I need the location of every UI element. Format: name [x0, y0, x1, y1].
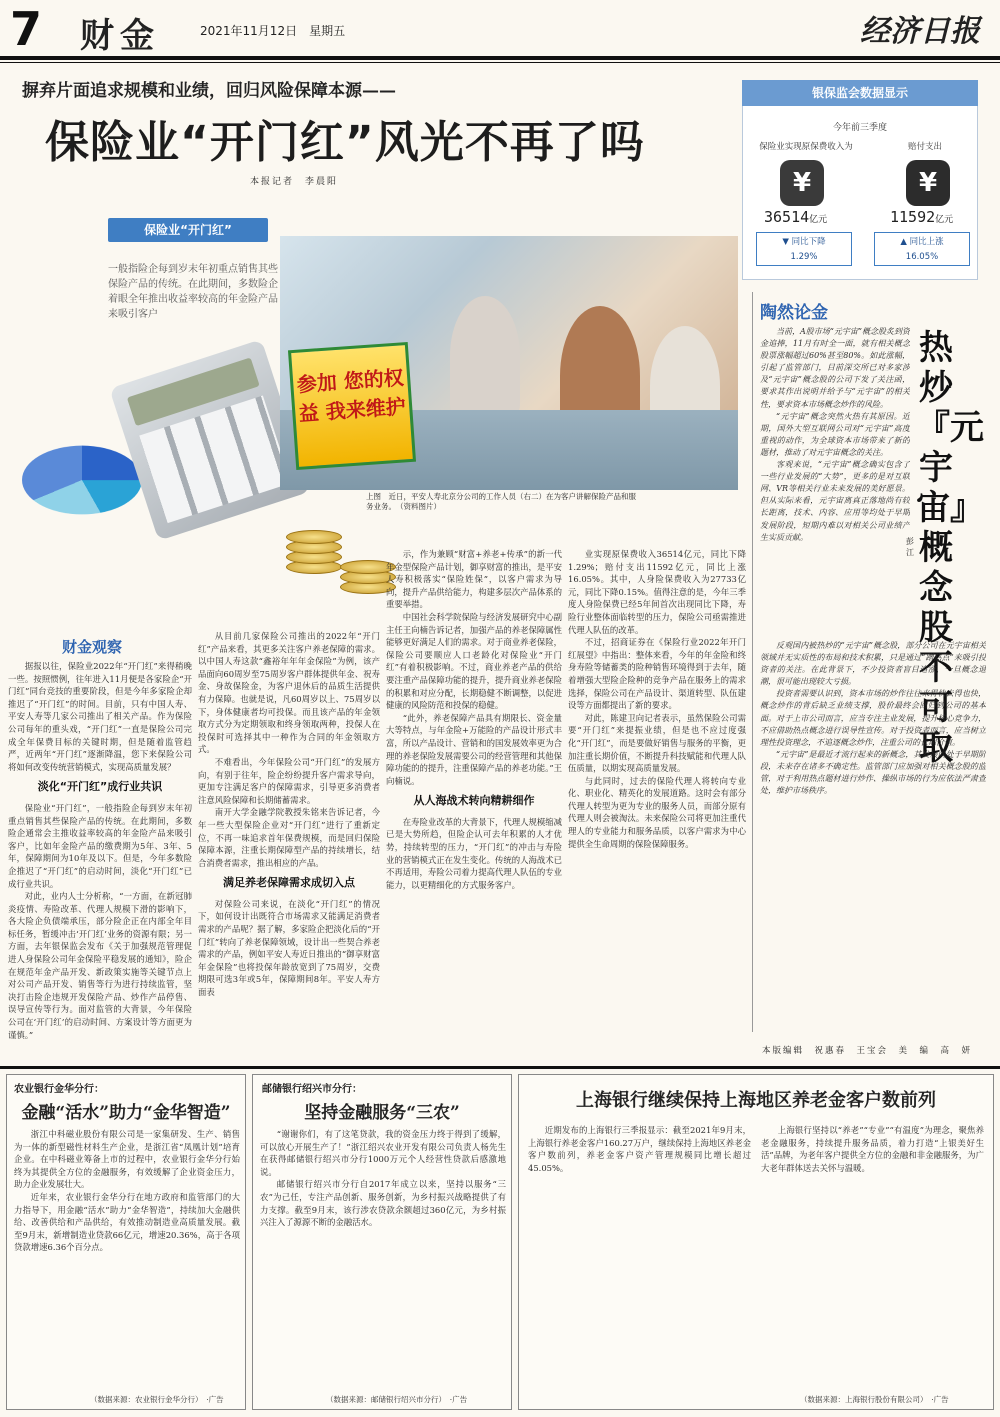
- editor-credits: 本版编辑 祝惠春 王宝会 美 编 高 妍: [762, 1046, 973, 1056]
- article-column-4: 业实现原保费收入36514亿元，同比下降1.29%；赔付支出11592亿元，同比上涨16.05%。其中，人身险保费收入为27733亿元，同比下降0.15%。值得注意的是，今年三季度人身险保费已经5年间首次出现同比下降，寿险行业整体面临转型的压力，保险公司亟需推进代理人队伍的改革。 不过，招商证券在《保险行业2022年开门红展望》中指出：整体来看，今年的年金险和终身寿险等储蓄类的险种销售环境得到于去年，随着增强大型险企险种的竞争产品在服务上的需求选择，保险公司在产品设计、渠道转型、队伍建设等方面都提出了新的要求。 对此，陈建卫向记者表示，虽然保险公司需要“开门红”来提振业绩，但是也不应过度强化“开门红”，而是要做好销售与服务的平衡，更加注重长期价值，不断提升科技赋能和代理人队伍质量，以期实现高质量发展。 与此同时，过去的保险代理人将转向专业化、职业化、精英化的发展道路。这时会有部分代理人转型为更为专业的服务人员，而部分原有代理人则会被淘汰。未来保险公司将更加注重代理人的专业能力和服务品质，以客户需求为中心提供全生命周期的保险保障服务。: [568, 549, 746, 849]
- topic-definition: 一般指险企每到岁末年初重点销售其些保险产品的传统。在此期间，多数险企着眼全年推出收益率较高的年金险产品来吸引客户: [108, 264, 278, 320]
- ad-body: 近期发布的上海银行三季报显示：截至2021年9月末，上海银行养老金客户160.27万户，继续保持上海地区养老金客户数前列，养老金客户资产管理规模同比增长超过45.05%。 上海银行坚持以“养老”“专业”“有温度”为理念，聚焦养老金融服务，持续提升服务品质，着力打造“上银美好生活”品牌，为老年客户提供全方位的金融和非金融服务，为广大老年群体送去关怀与温暖。: [528, 1125, 984, 1173]
- stats-title: 银保监会数据显示: [742, 80, 978, 106]
- article-column-1: 据报以往，保险业2022年“开门红”来得稍晚一些。按照惯例，往年进入11月便是各家险企“开门红”同台竞技的重要阶段，但是今年多家险企却推迟了“开门红”的时间。目前，只有中国人寿、平安人寿等几家公司推出了相关产品。作为保险公司每年的重头戏，“开门红”一直是保险公司完成全年保费目标的关键时期，但是随着监管趋严，近两年“开门红”逐渐降温，您下来保险公司将如何改变传统营销模式，实现高质量发展？ 淡化“开门红”成行业共识 保险业“开门红”，一般指险企每到岁末年初重点销售其些保险产品的传统。在此期间，多数险企通常会主推收益率较高的年金险产品来吸引客户，比如年金险产品的缴费期为5年、3年、5年，保障期间为10年及以下。但是，今年多数险企推迟了“开门红”的启动时间，淡化“开门红”已成行业共识。 对此，业内人士分析称，“一方面，在新冠肺炎疫情、寿险改革、代理人规模下滑的影响下，各大险企负债端承压，部分险企正在内部全年目标任务，暂缓冲击‘开门红’业务的资源有限；另一方面，去年银保监会发布《关于加强规范管理促进人身保险公司年金保险平稳发展的通知》，险企在规范年金产品开发、新政策实施等关键节点上对公司产品开发、销售等行为进行持续监管，坚决打击险企违规开发保险产品、炒作产品停售、误导宣传等行为。面对监管的大背景，今年保险公司在‘开门红’的启动时间、方案设计等方面更为谨慎。”: [8, 661, 192, 1040]
- ad-title[interactable]: 坚持金融服务“三农”: [304, 1103, 460, 1123]
- masthead-rule-thin: [0, 62, 1000, 63]
- ad-title[interactable]: 上海银行继续保持上海地区养老金客户数前列: [576, 1090, 936, 1111]
- ad-credit: （数据来源：上海银行股份有限公司） ·广告: [800, 1395, 949, 1404]
- topic-tag: 保险业“开门红”: [108, 218, 268, 242]
- stats-period: 今年前三季度: [832, 123, 887, 133]
- news-photo[interactable]: [280, 236, 738, 490]
- promo-sign: 参加 您的权益 我来维护: [288, 342, 416, 470]
- issue-date: 2021年11月12日 星期五: [200, 24, 346, 38]
- premium-label: 保险业实现原保费收入为: [759, 142, 853, 152]
- masthead-rule: [0, 56, 1000, 60]
- column-label: 财金观察: [62, 638, 123, 656]
- ticket-icon: ¥: [906, 160, 950, 206]
- article-column-2: 从目前几家保险公司推出的2022年“开门红”产品来看，其更多关注客户养老保障的需求。以中国人寿这款“鑫裕年年年金保险”为例，该产品面向60周岁至75周岁客户群体提供年金、祝寿金、身故保险金，为客户退休后的品质生活提供有力保障。也就是说，凡60周岁以上、75周岁以下，身体健康者均可投保。而且该产品的年金领取方式分为定期领取和终身领取两种，投保人在投保时可选择其中一种作为合同的年金领取方式。 不难看出，今年保险公司“开门红”的发展方向，有别于往年，险企纷纷提升客户需求导向，更加专注满足客户的保障需求，引导更多消费者注意风险保障和长期储蓄需求。 南开大学金融学院教授朱铭来告诉记者，今年一些大型保险企业对“开门红”进行了重新定位，不再一味追求首年保费规模，而是回归保险保障本源，注重长期保障型产品的持续增长，结合消费者需求，推出相应的产品。 满足养老保障需求成切入点 对保险公司来说，在淡化“开门红”的情况下，如何设计出既符合市场需求又能满足消费者需求的产品呢？据了解，多家险企把淡化后的“开门红”转向了养老保障领域，设计出一些契合养老需求的产品，例如平安人寿近日推出的“御享财富年金保险”也将投保年龄放宽到了75周岁，交费期限可选3年或5年，保障期间8年。平安人寿方面表: [198, 631, 380, 998]
- section-name: 财金: [80, 16, 160, 56]
- ad-title[interactable]: 金融“活水”助力“金华智造”: [21, 1103, 231, 1123]
- ad-credit: （数据来源：农业银行金华分行） ·广告: [90, 1395, 224, 1404]
- article-byline: 本报记者 李晨阳: [250, 177, 339, 187]
- up-arrow-icon: ▲ 同比上涨: [900, 237, 944, 247]
- ad-body: 浙江中科磁业股份有限公司是一家集研发、生产、销售为一体的新型磁性材料生产企业，是浙江省“凤凰计划”培育企业。在中科磁业筹备上市的过程中，农业银行金华分行始终为其提供全方位的金融服务，有效缓解了企业资金压力，助力企业发展壮大。 近年来，农业银行金华分行在地方政府和监管部门的大力指导下，用金融“活水”助力“金华智造”，持续加大金融供给、改善供给和产品供给，有效推动制造业高质量发展。截至9月末，新增制造业贷款66亿元，增速20.36%，高于各项贷款增速6.36个百分点。: [14, 1129, 240, 1253]
- yuan-bag-icon: ¥: [780, 160, 824, 206]
- pie-chart-illustration: [22, 446, 142, 515]
- article-kicker: 摒弃片面追求规模和业绩，回归风险保障本源——: [22, 81, 396, 101]
- newspaper-logo: 经济日报: [860, 14, 980, 49]
- payout-value: 11592亿元: [890, 208, 954, 226]
- ad-bank-name: 邮储银行绍兴市分行：: [262, 1084, 362, 1095]
- section-rule: [0, 1066, 1000, 1069]
- column-divider: [752, 292, 753, 1032]
- down-arrow-icon: ▼ 同比下降: [782, 237, 826, 247]
- ad-credit: （数据来源：邮储银行绍兴市分行） ·广告: [326, 1395, 468, 1404]
- payout-label: 赔付支出: [907, 142, 942, 152]
- premium-change: ▼ 同比下降 1.29%: [756, 232, 852, 266]
- commentary-body-continued: 反观国内被热炒的“元宇宙”概念股，部分公司在元宇宙相关领域并无实质性的布局和技术积累，只是通过“蹭热点”来吸引投资者的关注。在此背景下，不少投资者盲目追涨，一旦概念退潮，很可能出现较大亏损。 投资者需要认识到，资本市场的炒作往往来得快去得也快，概念炒作的背后缺乏业绩支撑，股价最终会回归到公司的基本面。对于上市公司而言，应当专注主业发展，提升核心竞争力，不应借助热点概念进行误导性宣传。对于投资者而言，应当树立理性投资理念，不追逐概念炒作，注重公司的长期价值。 “元宇宙”是最近才流行起来的新概念，其发展尚处于早期阶段，未来存在诸多不确定性。监管部门应加强对相关概念股的监管，对于利用热点题材进行炒作、操纵市场的行为应依法严肃查处，维护市场秩序。: [760, 641, 986, 796]
- commentary-body: 当前，A股市场“元宇宙”概念股炙到资金追捧，11月有时全一面，就有相关概念股票涨幅超过60%甚至80%。如此涨幅，引起了监管部门，目前深交所已对多家涉及“元宇宙”概念股的公司下发了关注函，要求其作出说明并给予与“元宇宙”的相关性，要求资本市场概念炒作的风险。 “元宇宙”概念突然火热有其原因。近期，国外大型互联网公司对“元宇宙”高度重视的动作，为全球资本市场带来了新的题材，推动了对元宇宙概念的关注。 客观来说，“元宇宙”概念确实包含了一些行业发展的“大势”，更多的是对互联网、VR等相关行业未来发展的美好愿景。但从实际来看，元宇宙离真正落地尚有较长距离，技术、内容、应用等均处于早期发展阶段，短期内难以对相关公司业绩产生实质贡献。: [760, 327, 910, 542]
- ad-body: “谢谢你们，有了这笔贷款，我的资金压力终于得到了缓解，可以放心开展生产了！”浙江绍兴农业开发有限公司负责人杨先生在获得邮储银行绍兴市分行1000万元个人经营性贷款后感激地说。 邮储银行绍兴市分行自2017年成立以来，坚持以服务“三农”为己任，专注产品创新、服务创新，为乡村振兴战略提供了有力支撑。截至9月末，该行涉农贷款余额超过360亿元，为乡村振兴注入了源源不断的金融活水。: [260, 1129, 506, 1228]
- coin-icon: [286, 530, 342, 544]
- commentary-title[interactable]: 热炒『元宇宙』概念股不可取: [916, 328, 984, 768]
- ad-bank-name: 农业银行金华分行：: [14, 1084, 104, 1095]
- commentary-author: 彭江: [906, 537, 914, 557]
- commentary-section: 陶然论金: [760, 303, 828, 323]
- premium-value: 36514亿元: [764, 208, 828, 226]
- photo-caption: 上图 近日，平安人寿北京分公司的工作人员（右二）在为客户讲解保险产品和服务业务。 （资料图片）: [366, 492, 636, 511]
- article-subheading: 从人海战术转向精耕细作: [413, 794, 535, 808]
- page-number: 7: [10, 2, 43, 56]
- article-headline[interactable]: 保险业“开门红”风光不再了吗: [45, 117, 645, 168]
- photo-person: [450, 296, 520, 416]
- article-subheading: 满足养老保障需求成切入点: [223, 876, 355, 890]
- article-subheading: 淡化“开门红”成行业共识: [37, 780, 163, 794]
- payout-change: ▲ 同比上涨 16.05%: [874, 232, 970, 266]
- article-column-3: 示，作为兼顾“财富+养老+传承”的新一代年金型保险产品计划，御享财富的推出，是平安人寿积极落实“保险姓保”，以客户需求为导向，提升产品供给能力，构建多层次产品体系的重要举措。 中国社会科学院保险与经济发展研究中心副主任王向楠告诉记者，加强产品的养老保障属性能够更好满足人们的需求。对于商业养老保险，保险公司要顺应人口老龄化对保险业“开门红”有着积极影响。不过，商业养老产品的供给要注重产品保障功能的提升，提升商业养老保险的积累和对应分配，长期稳健不断调整，以促进健康的风险防范和投保的稳健。 “此外，养老保障产品具有期限长、资金量大等特点，与年金险+万能险的产品设计形式丰富，所以产品设计、营销和的国发展效率更为合理的养老保险发展需要公司的经营管理和其他保障功能的的提升，注重保障产品的养老功能。”王向楠说。 从人海战术转向精耕细作 在寿险业改革的大背景下，代理人规模缩减已是大势所趋，但险企认可去年积累的人才优势，持续转型的压力，“开门红”的冲击与寿险业的营销模式正在发生变化。传统的人海战术已不再适用，寿险公司着力提高代理人队伍的专业能力，以更精细化的方式服务客户。: [386, 549, 562, 890]
